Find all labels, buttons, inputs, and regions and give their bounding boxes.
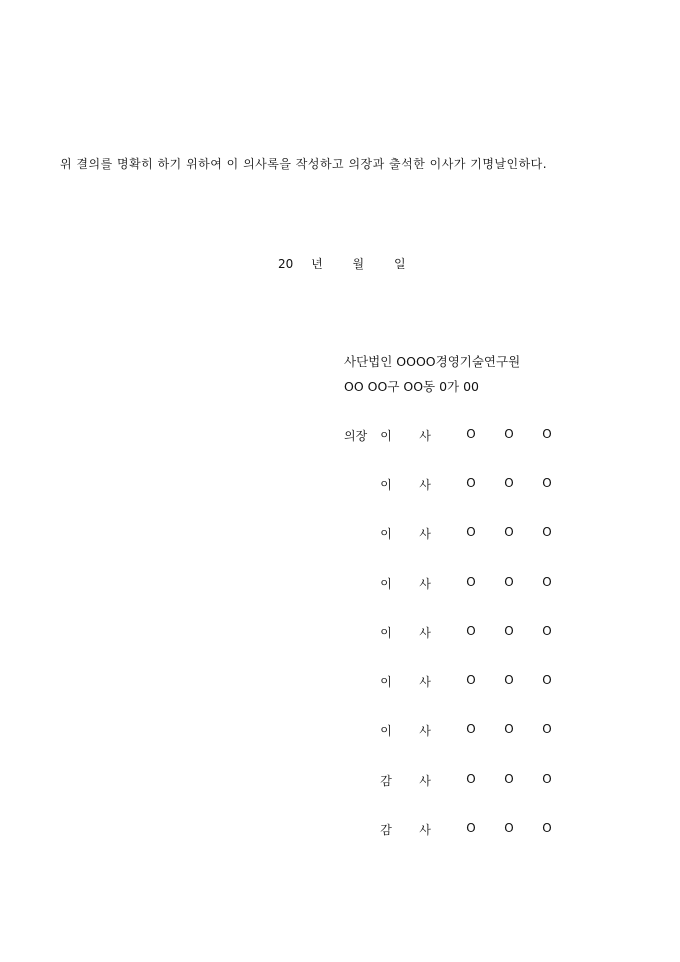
name-placeholder-3: O [542, 427, 552, 441]
name-placeholder-1: O [466, 476, 476, 490]
name-placeholder-2: O [504, 427, 514, 441]
title-char-1: 이 [380, 577, 392, 591]
name-placeholder-1: O [466, 525, 476, 539]
title-char-2: 사 [419, 527, 431, 541]
name-placeholder-2: O [504, 821, 514, 835]
title-char-2: 사 [419, 724, 431, 738]
title-char-1: 이 [380, 626, 392, 640]
title-char-1: 이 [380, 429, 392, 443]
title-char-1: 이 [380, 527, 392, 541]
organization-address: OO OO구 OO동 0가 00 [344, 379, 480, 394]
signatory-row [0, 673, 680, 693]
name-placeholder-1: O [466, 624, 476, 638]
title-char-1: 감 [380, 774, 392, 788]
name-placeholder-3: O [542, 772, 552, 786]
chair-label: 의장 [344, 429, 368, 443]
signatory-row [0, 624, 680, 644]
name-placeholder-2: O [504, 772, 514, 786]
name-placeholder-1: O [466, 575, 476, 589]
title-char-2: 사 [419, 429, 431, 443]
signatory-row [0, 525, 680, 545]
name-placeholder-3: O [542, 476, 552, 490]
title-char-1: 이 [380, 724, 392, 738]
title-char-2: 사 [419, 478, 431, 492]
date-day-label: 일 [393, 257, 406, 271]
name-placeholder-3: O [542, 722, 552, 736]
resolution-statement: 위 결의를 명확히 하기 위하여 이 의사록을 작성하고 의장과 출석한 이사가 기명날인하다. [60, 157, 548, 171]
name-placeholder-3: O [542, 821, 552, 835]
date-month-label: 월 [352, 257, 365, 271]
name-placeholder-1: O [466, 673, 476, 687]
name-placeholder-2: O [504, 624, 514, 638]
title-char-2: 사 [419, 823, 431, 837]
signatory-row [0, 575, 680, 595]
name-placeholder-2: O [504, 722, 514, 736]
title-char-2: 사 [419, 626, 431, 640]
title-char-1: 이 [380, 675, 392, 689]
name-placeholder-3: O [542, 673, 552, 687]
date-year-label: 년 [311, 257, 323, 271]
signatory-row [0, 722, 680, 742]
name-placeholder-3: O [542, 575, 552, 589]
name-placeholder-2: O [504, 673, 514, 687]
title-char-2: 사 [419, 577, 431, 591]
title-char-2: 사 [419, 675, 431, 689]
signatory-row [0, 772, 680, 792]
date-line [278, 255, 406, 272]
name-placeholder-2: O [504, 525, 514, 539]
name-placeholder-1: O [466, 821, 476, 835]
date-year-prefix: 20 [278, 257, 294, 271]
organization-name: 사단법인 OOOO경영기술연구원 [344, 354, 521, 369]
name-placeholder-1: O [466, 722, 476, 736]
signatory-row [0, 821, 680, 841]
name-placeholder-2: O [504, 476, 514, 490]
name-placeholder-3: O [542, 624, 552, 638]
title-char-1: 감 [380, 823, 392, 837]
name-placeholder-3: O [542, 525, 552, 539]
signatory-row [0, 427, 680, 447]
name-placeholder-2: O [504, 575, 514, 589]
title-char-1: 이 [380, 478, 392, 492]
signatory-row [0, 476, 680, 496]
title-char-2: 사 [419, 774, 431, 788]
name-placeholder-1: O [466, 427, 476, 441]
name-placeholder-1: O [466, 772, 476, 786]
